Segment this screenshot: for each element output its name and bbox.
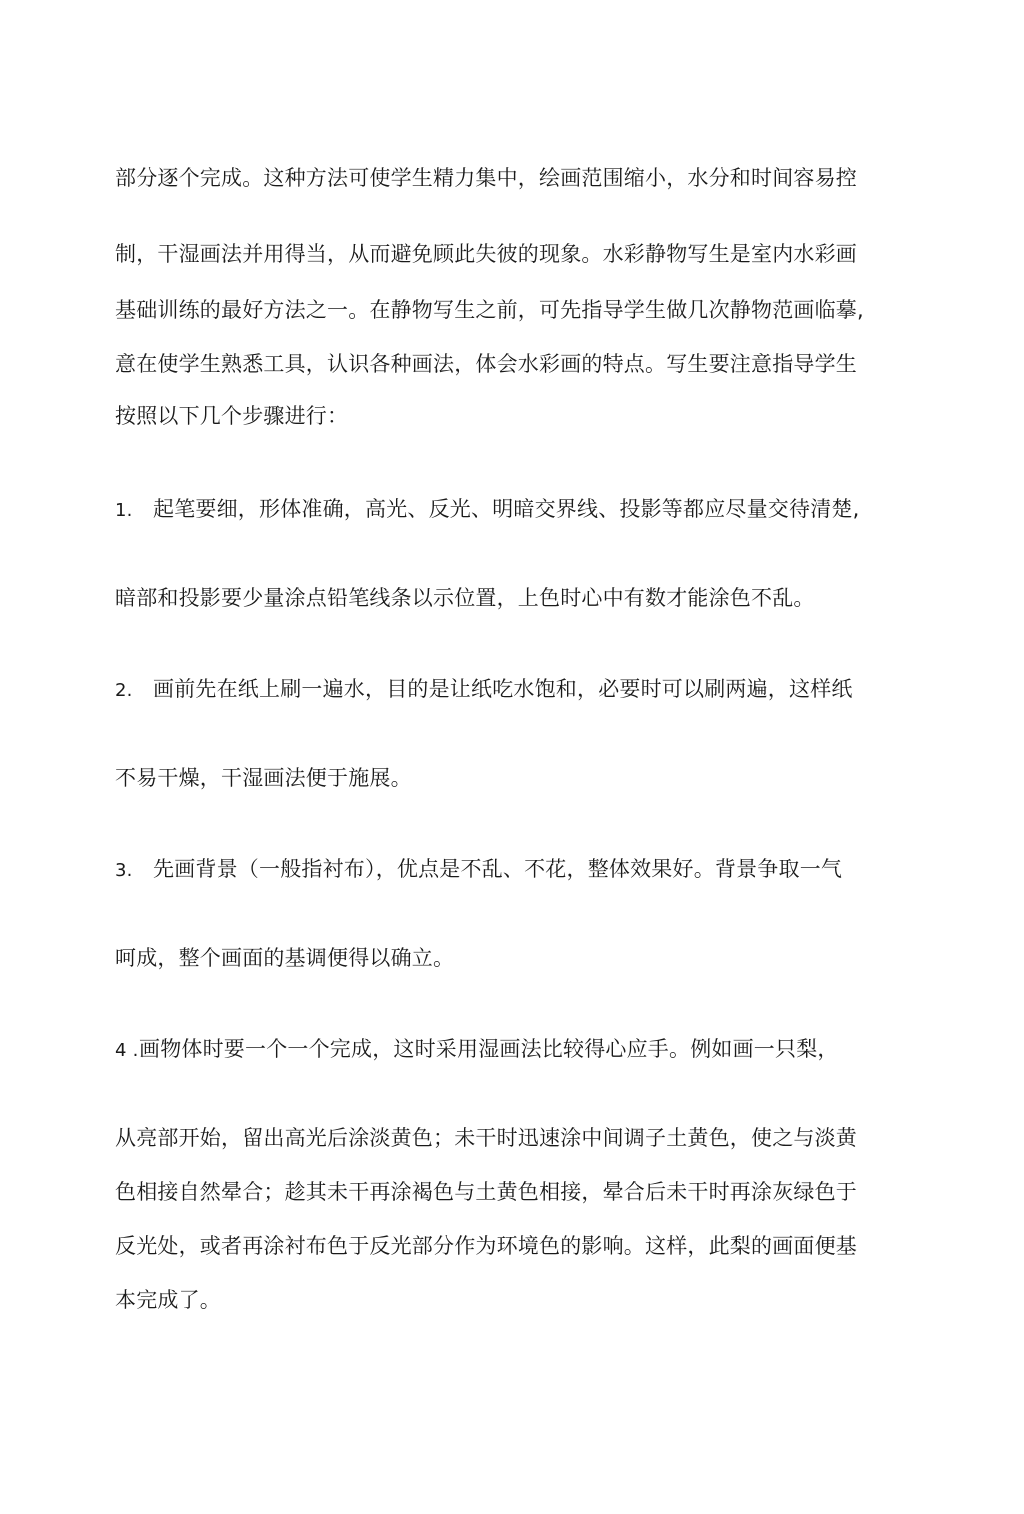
intro-line-3: 基础训练的最好方法之一。在静物写生之前，可先指导学生做几次静物范画临摹, — [115, 298, 864, 322]
step-3-line-2: 呵成，整个画面的基调便得以确立。 — [115, 946, 455, 970]
step-1-line-1 — [115, 495, 859, 525]
step-3-line-1 — [115, 855, 842, 885]
step-4-line-1 — [115, 1035, 839, 1065]
step-1-text: 起笔要细，形体准确，高光、反光、明暗交界线、投影等都应尽量交待清楚, — [153, 497, 860, 521]
step-2-text: 画前先在纸上刷一遍水，目的是让纸吃水饱和，必要时可以刷两遍，这样纸 — [153, 677, 853, 701]
step-4-line-5: 本完成了。 — [115, 1288, 221, 1312]
step-3-text: 先画背景（一般指衬布），优点是不乱、不花，整体效果好。背景争取一气 — [153, 857, 843, 881]
intro-line-2: 制，干湿画法并用得当，从而避免顾此失彼的现象。水彩静物写生是室内水彩画 — [115, 242, 857, 266]
step-1-number: 1. — [115, 500, 133, 521]
step-2-number: 2. — [115, 680, 133, 701]
step-4-line-3: 色相接自然晕合；趁其未干再涂褐色与土黄色相接，晕合后未干时再涂灰绿色于 — [115, 1180, 857, 1204]
intro-line-1: 部分逐个完成。这种方法可使学生精力集中，绘画范围缩小，水分和时间容易控 — [115, 166, 857, 190]
step-3-number: 3. — [115, 860, 133, 881]
step-4-line-4: 反光处，或者再涂衬布色于反光部分作为环境色的影响。这样，此梨的画面便基 — [115, 1234, 857, 1258]
step-2-line-2: 不易干燥，干湿画法便于施展。 — [115, 766, 412, 790]
step-4-line-2: 从亮部开始，留出高光后涂淡黄色；未干时迅速涂中间调子土黄色，使之与淡黄 — [115, 1126, 857, 1150]
step-1-line-2: 暗部和投影要少量涂点铅笔线条以示位置，上色时心中有数才能涂色不乱。 — [115, 586, 815, 610]
intro-line-5: 按照以下几个步骤进行： — [115, 404, 349, 428]
step-2-line-1 — [115, 675, 853, 705]
step-4-text: 画物体时要一个一个完成，这时采用湿画法比较得心应手。例如画一只梨， — [139, 1037, 839, 1061]
intro-line-4: 意在使学生熟悉工具，认识各种画法，体会水彩画的特点。写生要注意指导学生 — [115, 352, 857, 376]
step-4-number: 4 . — [115, 1040, 139, 1061]
